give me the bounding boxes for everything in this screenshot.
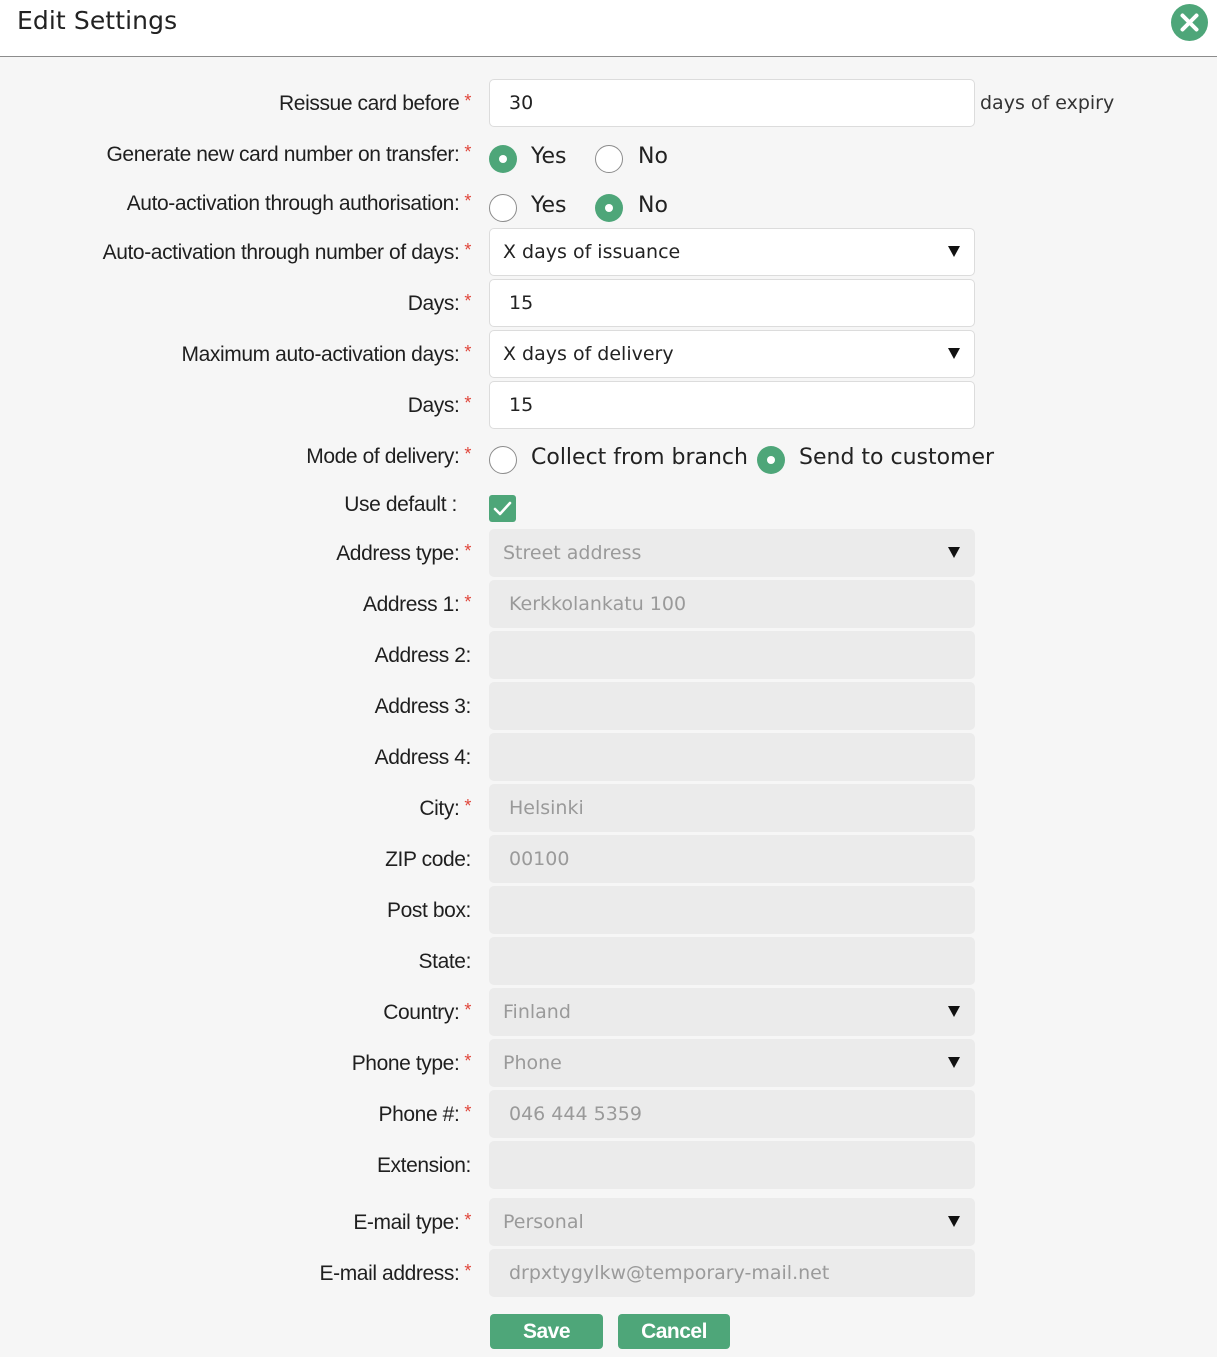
city-input[interactable]: Helsinki [489, 784, 975, 832]
country-label: Country: * [383, 1000, 471, 1024]
generate-new-no-label: No [638, 144, 668, 169]
max-auto-select[interactable] [489, 330, 975, 378]
days1-input[interactable]: 15 [489, 279, 975, 327]
auto-auth-radio-group [489, 193, 689, 223]
address3-input[interactable] [489, 682, 975, 730]
country-select-value: Finland [503, 1001, 571, 1023]
delivery-radio-group [489, 445, 995, 475]
generate-new-radio-group [489, 144, 689, 174]
chevron-down-icon [948, 1216, 960, 1227]
chevron-down-icon [948, 1057, 960, 1068]
send-to-customer-radio[interactable] [757, 446, 785, 474]
days2-label: Days: * [407, 393, 471, 417]
max-auto-label: Maximum auto-activation days: * [181, 342, 471, 366]
generate-new-label: Generate new card number on transfer: * [106, 142, 471, 166]
email-label: E-mail address: * [319, 1261, 471, 1285]
days2-input[interactable]: 15 [489, 381, 975, 429]
state-input[interactable] [489, 937, 975, 985]
close-button[interactable] [1171, 4, 1208, 41]
page-title: Edit Settings [17, 6, 178, 35]
country-select[interactable] [489, 988, 975, 1036]
postbox-input[interactable] [489, 886, 975, 934]
email-type-label: E-mail type: * [353, 1210, 471, 1234]
address2-input[interactable] [489, 631, 975, 679]
address3-label: Address 3: [374, 695, 471, 718]
address1-label: Address 1: * [363, 592, 471, 616]
generate-new-yes-radio[interactable] [489, 145, 517, 173]
days1-label: Days: * [407, 291, 471, 315]
auto-days-select[interactable] [489, 228, 975, 276]
auto-auth-yes-label: Yes [531, 193, 567, 218]
chevron-down-icon [948, 348, 960, 359]
extension-label: Extension: [376, 1154, 471, 1177]
phone-input[interactable]: 046 444 5359 [489, 1090, 975, 1138]
address-type-select-value: Street address [503, 542, 642, 564]
zip-label: ZIP code: [385, 848, 471, 871]
use-default-label: Use default : [344, 493, 457, 516]
close-icon [1171, 4, 1208, 41]
address-type-label: Address type: * [336, 541, 471, 565]
max-auto-select-value: X days of delivery [503, 343, 674, 365]
email-type-select[interactable] [489, 1198, 975, 1246]
city-label: City: * [419, 796, 471, 820]
delivery-label: Mode of delivery: * [306, 444, 471, 468]
email-input[interactable]: drpxtygylkw@temporary-mail.net [489, 1249, 975, 1297]
zip-input[interactable]: 00100 [489, 835, 975, 883]
generate-new-yes-label: Yes [531, 144, 567, 169]
reissue-label: Reissue card before * [279, 91, 471, 115]
address4-label: Address 4: [374, 746, 471, 769]
phone-type-label: Phone type: * [351, 1051, 471, 1075]
generate-new-no-radio[interactable] [595, 145, 623, 173]
address4-input[interactable] [489, 733, 975, 781]
address1-input[interactable]: Kerkkolankatu 100 [489, 580, 975, 628]
dialog-header [0, 0, 1217, 57]
collect-from-branch-label: Collect from branch [531, 445, 748, 470]
phone-type-select-value: Phone [503, 1052, 562, 1074]
send-to-customer-label: Send to customer [799, 445, 995, 470]
chevron-down-icon [948, 1006, 960, 1017]
extension-input[interactable] [489, 1141, 975, 1189]
save-button[interactable]: Save [490, 1314, 603, 1349]
postbox-label: Post box: [387, 899, 471, 922]
auto-auth-no-radio[interactable] [595, 194, 623, 222]
chevron-down-icon [948, 547, 960, 558]
auto-auth-yes-radio[interactable] [489, 194, 517, 222]
address2-label: Address 2: [374, 644, 471, 667]
phone-type-select[interactable] [489, 1039, 975, 1087]
cancel-button[interactable]: Cancel [618, 1314, 730, 1349]
email-type-select-value: Personal [503, 1211, 584, 1233]
check-icon [489, 495, 516, 522]
reissue-suffix: days of expiry [980, 92, 1115, 114]
use-default-checkbox[interactable] [489, 495, 516, 522]
auto-auth-no-label: No [638, 193, 668, 218]
collect-from-branch-radio[interactable] [489, 446, 517, 474]
reissue-days-input[interactable]: 30 [489, 79, 975, 127]
phone-label: Phone #: * [378, 1102, 471, 1126]
auto-auth-label: Auto-activation through authorisation: * [126, 191, 471, 215]
state-label: State: [418, 950, 471, 973]
chevron-down-icon [948, 246, 960, 257]
address-type-select[interactable] [489, 529, 975, 577]
auto-days-label: Auto-activation through number of days: * [102, 240, 471, 264]
auto-days-select-value: X days of issuance [503, 241, 681, 263]
